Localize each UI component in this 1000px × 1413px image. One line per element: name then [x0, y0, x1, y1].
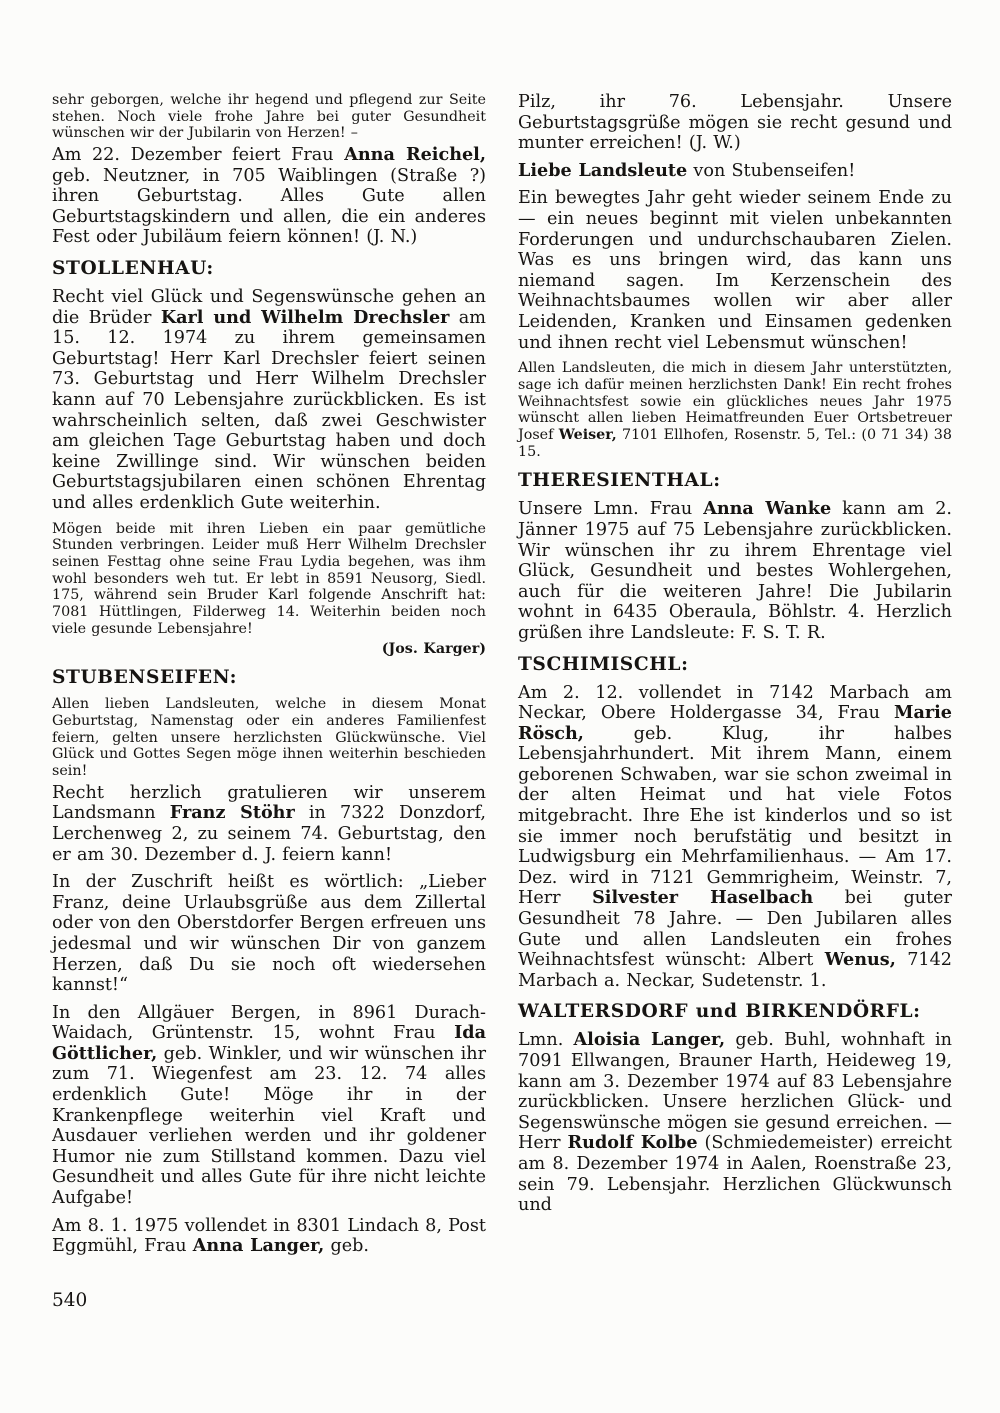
small-paragraph [518, 360, 952, 460]
section-heading [518, 1001, 952, 1023]
paragraph [52, 145, 486, 248]
text-segment: (Jos. Karger) [381, 640, 486, 657]
text-segment: kann am 2. Jänner 1975 auf 75 Lebensjahre zurückblicken. Wir wünschen ihr zu ihrem Ehrentage viel Glück, Gesundheit und bestes Wohlergehen, auch für die weiteren Jahre! Die Jubilarin wohnt in 6435 Oberaula, Böhlstr. 4. Herzlich grüßen ihre Landsleute: F. S. T. R. [518, 499, 952, 643]
section-heading [52, 258, 486, 280]
page-number: 540 [52, 1290, 88, 1311]
paragraph [52, 287, 486, 514]
text-segment: Anna Reichel, [344, 144, 486, 166]
text-segment: Silvester Haselbach [592, 887, 814, 909]
text-segment: Am 8. 1. 1975 vollendet in 8301 Lindach 8, Post Eggmühl, Frau [52, 1215, 486, 1257]
paragraph [518, 683, 952, 992]
section-heading [518, 470, 952, 492]
text-segment: Lmn. [518, 1030, 574, 1051]
text-segment: Anna Langer, [192, 1235, 325, 1257]
paragraph [518, 499, 952, 643]
text-segment: Liebe Landsleute [518, 159, 688, 181]
paragraph [52, 1003, 486, 1209]
text-segment: geb. Winkler, und wir wünschen ihr zum 71. Wiegenfest am 23. 12. 74 alles erdenklich Gute! Möge ihr in der Krankenpflege weiterhin viel Kraft und Ausdauer verliehen werden und ihr goldener Humor nie zum Stillstand kommen. Dazu viel Gesundheit und alles Gute für ihre nicht leichte Aufgabe! [52, 1043, 486, 1209]
text-segment: Allen Landsleuten, die mich in diesem Jahr unterstützten, sage ich dafür meinen herzlichsten Dank! Ein recht frohes Weihnachtsfest sowie ein glückliches neues Jahr 1975 wünscht allen lieben Heimatfreunden Euer Ortsbetreuer Josef [518, 360, 952, 443]
paragraph [52, 1216, 486, 1257]
text-segment: geb. Buhl, wohnhaft in 7091 Ellwangen, Brauner Harth, Heideweg 19, kann am 3. Dezember 1974 auf 83 Lebensjahre zurückblicken. Unsere herzlichen Glück- und Segenswünsche mögen sie gesund erreichen. — Herr [518, 1030, 952, 1154]
text-segment: Am 22. Dezember feiert Frau [52, 145, 345, 166]
text-segment: Pilz, ihr 76. Lebensjahr. Unsere Geburtstagsgrüße mögen sie recht gesund und munter erreichen! (J. W.) [518, 92, 952, 154]
text-segment: In den Allgäuer Bergen, in 8961 Durach-Waidach, Grüntenstr. 15, wohnt Frau [52, 1002, 486, 1044]
text-segment: geb. [324, 1236, 370, 1257]
text-segment: Am 2. 12. vollendet in 7142 Marbach am Neckar, Obere Holdergasse 34, Frau [518, 682, 952, 724]
small-paragraph [52, 696, 486, 780]
text-segment: Recht herzlich gratulieren wir unserem Landsmann [52, 782, 486, 824]
text-segment: Recht viel Glück und Segenswünsche gehen an die Brüder [52, 287, 486, 328]
text-segment: am 15. 12. 1974 zu ihrem gemeinsamen Geburtstag! Herr Karl Drechsler feiert seinen 73. Geburtstag und Herr Wilhelm Drechsler kann auf 70 Lebensjahre zurückblicken. Es ist wahrscheinlich selten, daß zwei Geschwister am gleichen Tage Geburtstag haben und doch keine Zwillinge sind. Wir wünschen beiden Geburtstagsjubilaren einen schönen Ehrentag und alles erdenklich Gute weiterhin. [52, 307, 486, 514]
signature [52, 641, 486, 658]
text-segment: WALTERSDORF und BIRKENDÖRFL: [518, 1001, 921, 1023]
text-segment: Rudolf Kolbe [567, 1132, 698, 1154]
paragraph [518, 92, 952, 154]
text-segment: THERESIENTHAL: [518, 470, 721, 492]
paragraph [52, 872, 486, 996]
small-paragraph [52, 521, 486, 638]
text-segment: Karl und Wilhelm Drechsler [160, 306, 450, 328]
text-segment: in 7322 Donzdorf, Lerchenweg 2, zu seinem 74. Geburtstag, den er am 30. Dezember d. J. feiern kann! [52, 803, 486, 865]
text-segment: sehr geborgen, welche ihr hegend und pflegend zur Seite stehen. Noch viele frohe Jahre bei guter Gesundheit wünschen wir der Jubilarin von Herzen! – [52, 92, 486, 142]
column-right [518, 92, 952, 1264]
text-segment: Unsere Lmn. Frau [518, 499, 704, 520]
text-segment: STOLLENHAU: [52, 258, 214, 280]
section-heading [52, 667, 486, 689]
text-segment: Ein bewegtes Jahr geht wieder seinem Ende zu — ein neues beginnt mit vielen unbekannten Forderungen und undurchschaubaren Zielen. Was es uns bringen wird, das kann uns niemand sagen. Im Kerzenschein des Weihnachtsbaumes wollen wir aber aller Leidenden, Kranken und Einsamen gedenken und ihnen recht viel Lebensmut wünschen! [518, 188, 952, 353]
text-segment: von Stubenseifen! [687, 160, 856, 181]
text-segment: Marie Rösch, [518, 702, 952, 744]
section-heading [518, 654, 952, 676]
text-segment: Mögen beide mit ihren Lieben ein paar gemütliche Stunden verbringen. Leider muß Herr Wilhelm Drechsler seinen Festtag ohne seine Frau Lydia begehen, was ihm wohl besonders weh tut. Er lebt in 8591 Neusorg, Siedl. 175, während sein Bruder Karl folgende Anschrift hat: 7081 Hüttlingen, Filderweg 14. Weiterhin beiden noch viele gesunde Lebensjahre! [52, 520, 486, 637]
text-segment: geb. Klug, ihr halbes Lebensjahrhundert. Mit ihrem Mann, einem geborenen Schwaben, war sie schon zweimal in der alten Heimat und hat viele Fotos mitgebracht. Ihre Ehe ist kinderlos und so ist sie immer noch berufstätig und besitzt in Ludwigsburg ein Mehrfamilienhaus. — Am 17. Dez. wird in 7121 Gemmrigheim, Weinstr. 7, Herr [518, 723, 952, 909]
text-segment: Ida Göttlicher, [52, 1022, 486, 1064]
text-segment: bei guter Gesundheit 78 Jahre. — Den Jubilaren alles Gute und allen Landsleuten ein frohes Weihnachtsfest wünscht: Albert [518, 888, 952, 971]
column-left [52, 92, 486, 1264]
text-segment: (Schmiedemeister) erreicht am 8. Dezember 1974 in Aalen, Roenstraße 23, sein 79. Lebensjahr. Herzlichen Glückwunsch und [518, 1133, 952, 1216]
small-paragraph [52, 92, 486, 142]
text-segment: Wenus, [824, 949, 896, 971]
text-segment: TSCHIMISCHL: [518, 653, 689, 675]
text-segment: Franz Stöhr [169, 802, 295, 824]
text-segment: 7142 Marbach a. Neckar, Sudetenstr. 1. [518, 950, 952, 991]
paragraph [518, 161, 952, 182]
paragraph [52, 783, 486, 865]
text-segment: Allen lieben Landsleuten, welche in diesem Monat Geburtstag, Namenstag oder ein anderes Familienfest feiern, gelten unsere herzlichsten Glückwünsche. Viel Glück und Gottes Segen möge ihnen weiterhin beschieden sein! [52, 696, 486, 780]
text-columns [52, 92, 952, 1264]
paragraph [518, 1030, 952, 1215]
text-segment: Anna Wanke [703, 498, 832, 520]
text-segment: Aloisia Langer, [573, 1029, 726, 1051]
text-segment: 7101 Ellhofen, Rosenstr. 5, Tel.: (0 71 34) 38 15. [518, 426, 952, 460]
text-segment: In der Zuschrift heißt es wörtlich: „Lieber Franz, deine Urlaubsgrüße aus dem Zillertal oder von den Oberstdorfer Bergen erfreuen uns jedesmal und wir wünschen Dir von ganzem Herzen, daß Du sie noch oft wiedersehen kannst!“ [52, 872, 486, 996]
paragraph [518, 188, 952, 353]
text-segment: Weiser, [558, 426, 617, 443]
text-segment: STUBENSEIFEN: [52, 667, 238, 689]
text-segment: geb. Neutzner, in 705 Waiblingen (Straße ?) ihren Geburtstag. Alles Gute allen Geburtstagskindern und allen, die ein anderes Fest oder Jubiläum feiern können! (J. N.) [52, 165, 486, 248]
